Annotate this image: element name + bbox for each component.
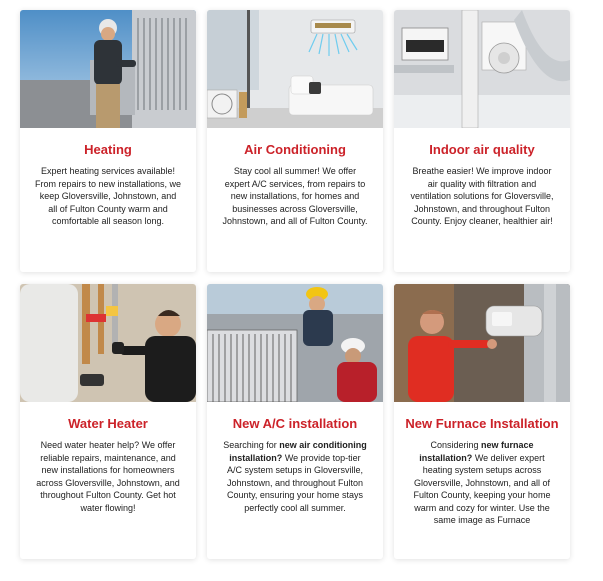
service-card-heating <box>20 10 196 272</box>
technician-furnace-photo <box>394 284 570 402</box>
service-title: Indoor air quality <box>429 142 535 157</box>
service-description: Expert heating services available! From repairs to new installations, we keep Gloversville, Johnstown, and all of Fulton County warm and comfortable all season long. <box>34 166 182 226</box>
ceiling-ventilation-ducts-photo <box>394 10 570 128</box>
technician-outdoor-ac-unit-photo <box>20 10 196 128</box>
service-title: Heating <box>84 142 132 157</box>
service-title: Air Conditioning <box>244 142 346 157</box>
service-description: Considering new furnace installation? We deliver expert heating system setups across Gloversville, Johnstown, and all of Fulton County, keeping your home warm and cozy for winter. Use the same image as Furnace <box>413 440 551 525</box>
service-card-new-ac-installation <box>207 284 383 559</box>
living-room-wall-ac-photo <box>207 10 383 128</box>
service-card-new-furnace-installation <box>394 284 570 559</box>
service-card-air-conditioning <box>207 10 383 272</box>
service-card-water-heater <box>20 284 196 559</box>
services-grid <box>20 10 570 559</box>
service-title: New A/C installation <box>232 416 358 431</box>
service-description: Need water heater help? We offer reliable repairs, maintenance, and new installations for homeowners across Gloversville, Johnstown, and throughout Fulton County. Get hot water flowing! <box>36 440 180 513</box>
service-description: Breathe easier! We improve indoor air quality with filtration and ventilation solutions for Gloversville, Johnstown, and throughout Fulton County. Enjoy cleaner, healthier air! <box>410 166 554 226</box>
technician-water-heater-photo <box>20 284 196 402</box>
service-title: Water Heater <box>68 416 148 431</box>
service-card-indoor-air-quality <box>394 10 570 272</box>
service-title: New Furnace Installation <box>405 416 559 431</box>
service-description: Stay cool all summer! We offer expert A/C services, from repairs to new installations, for homes and businesses across Gloversville, Johnstown, and all of Fulton County. <box>222 166 368 226</box>
workers-installing-ac-photo <box>207 284 383 402</box>
service-description: Searching for new air conditioning installation? We provide top-tier A/C system setups in Gloversville, Johnstown, and throughout Fulton County, ensuring your home stays perfectly cool all summer. <box>223 440 367 513</box>
